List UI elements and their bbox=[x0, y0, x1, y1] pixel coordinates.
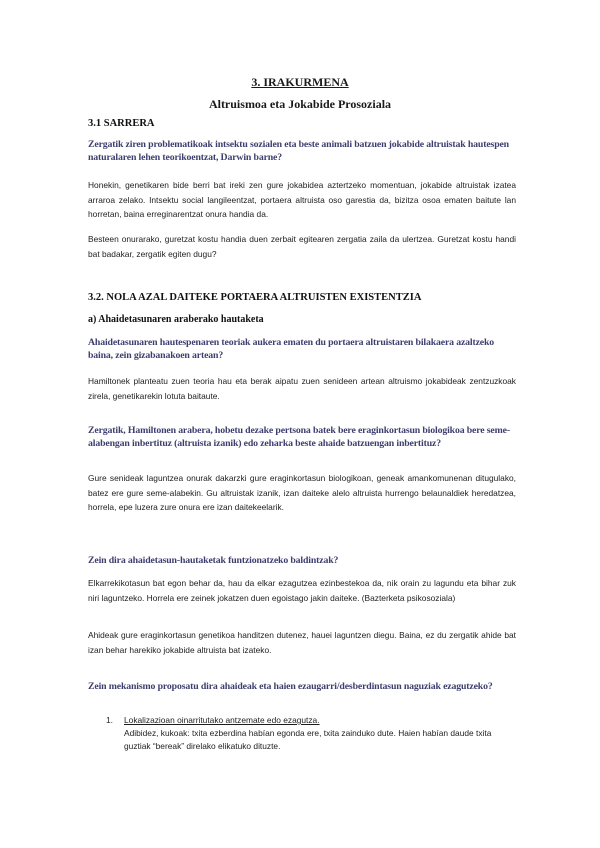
document-title: 3. IRAKURMENA bbox=[251, 75, 349, 89]
paragraph-genetic-efficiency: Ahideak gure eraginkortasun genetikoa handitzen dutenez, hauei laguntzen diegu. Baina, ez du zergatik ahide bat izan behar harekiko jokabide altruista bat izateko. bbox=[88, 630, 516, 655]
paragraph-cost: Besteen onurarako, guretzat kostu handia duen zerbait egitearen zergatia zaila da ulertzea. Guretzat kostu handi bat badakar, zergatik egiten dugu? bbox=[88, 234, 516, 259]
paragraph-genetics: Honekin, genetikaren bide berri bat ireki zen gure jokabidea aztertzeko momentuan, jokabide altruistak izatea arraroa zelako. Intsektu social langileentzat, portaera altruista oso garestia da, bizitza osoa ematen baitute lan horretan, baina erreginarentzat onura handia da. bbox=[88, 180, 516, 219]
document-subtitle: Altruismoa eta Jokabide Prosoziala bbox=[208, 97, 392, 111]
subheading-kin-selection: a) Ahaidetasunaren araberako hautaketa bbox=[88, 314, 264, 325]
paragraph-hamilton: Hamiltonek planteatu zuen teoria hau eta berak aipatu zuen senideen artean altruismo jokabideak zentzuzkoak zirela, genetikarekin lotuta baitaute. bbox=[88, 376, 516, 401]
paragraph-relatives: Gure senideak laguntzea onurak dakarzki gure eraginkortasun biologikoan, geneak amankomunenan ditugulako, batez ere gure seme-alabekin. Gu altruistak izanik, izan daiteke alelo altruista hurrengo belaunaldiek heredatzea, horrela, epe luzera zure onura ere izan daitekeelarik. bbox=[88, 473, 516, 512]
paragraph-reciprocity: Elkarrekikotasun bat egon behar da, hau da elkar ezagutzea ezinbestekoa da, nik orain zu lagundu eta bihar zuk niri laguntzeko. Horrela ere zeinek jokatzen duen egoistago jakin daiteke. (Bazterketa psikosoziala) bbox=[88, 578, 516, 603]
section-heading-altruism: 3.2. NOLA AZAL DAITEKE PORTAERA ALTRUISTEN EXISTENTZIA bbox=[88, 292, 422, 303]
list-item-number: 1. bbox=[106, 715, 113, 725]
question-mechanisms: Zein mekanismo proposatu dira ahaideak eta haien ezaugarri/desberdintasun naguziak ezagutzeko? bbox=[88, 681, 493, 692]
question-kin-theory: Ahaidetasunaren hautespenaren teoriak aukera ematen du portaera altruistaren bilakaera azaltzeko baina, zein gizabanakoen artean? bbox=[88, 337, 495, 361]
list-item-title: Lokalizazioan oinarritutako antzemate edo ezagutza. bbox=[124, 715, 320, 725]
question-hamilton-efficiency: Zergatik, Hamiltonen arabera, hobetu dezake pertsona batek bere eraginkortasun biologikoa bere seme-alabengan inbertituz (altruista izanik) edo zeharka beste ahaide batzuengan inbertituz? bbox=[88, 425, 510, 449]
question-darwin: Zergatik ziren problematikoak intsektu sozialen eta beste animali batzuen jokabide altruistak hautespen naturalaren lehen teorikoentzat, Darwin barne? bbox=[88, 139, 509, 163]
list-item-text: Adibidez, kukoak: txita ezberdina habían egonda ere, txita zainduko dute. Haien habían daude txita guztiak “bereak” direlako elikatuko dituzte. bbox=[124, 728, 492, 751]
question-conditions: Zein dira ahaidetasun-hautaketak funtzionatzeko baldintzak? bbox=[88, 555, 339, 566]
section-heading-intro: 3.1 SARRERA bbox=[88, 118, 155, 129]
